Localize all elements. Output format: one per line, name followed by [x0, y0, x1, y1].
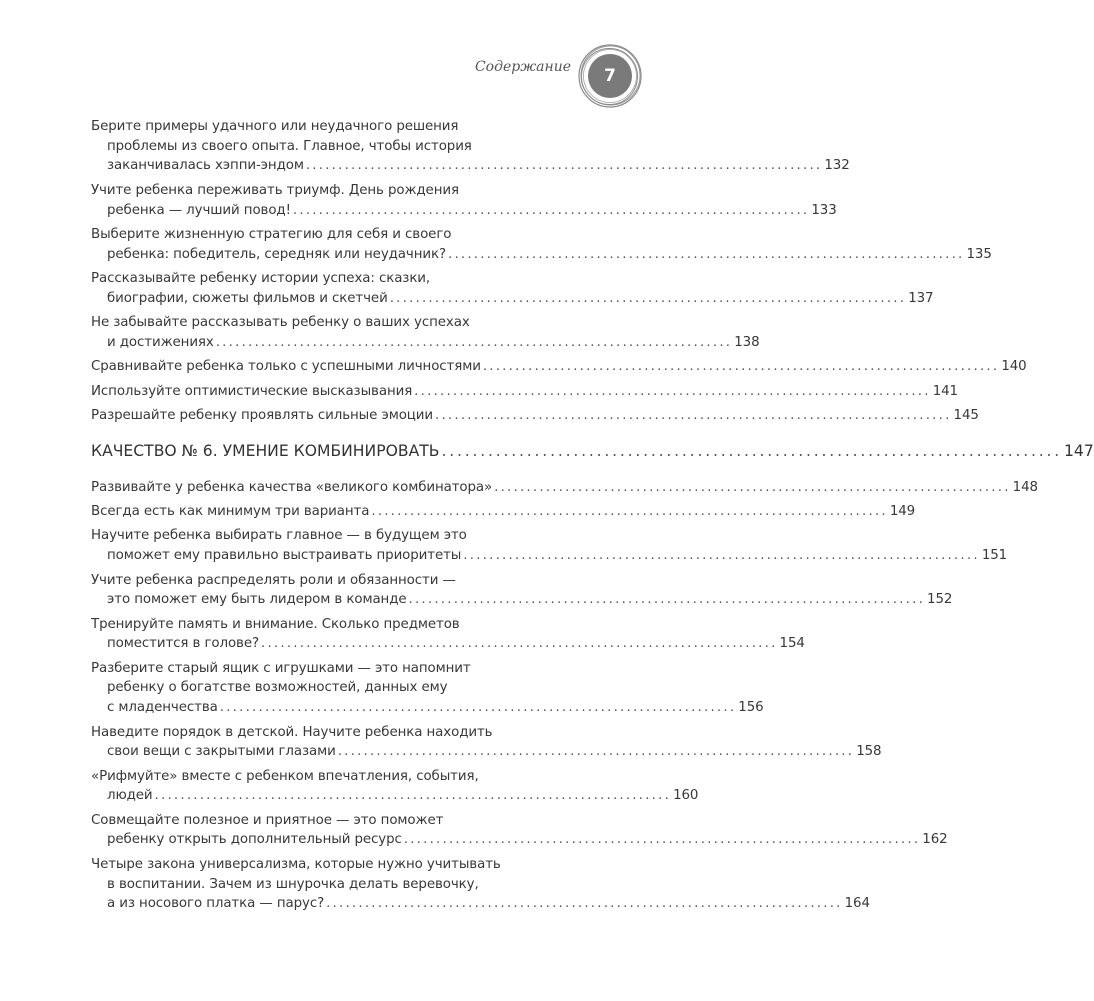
toc-entry: [91, 313, 760, 352]
toc-entry-final-line: [91, 502, 916, 522]
toc-entry-final-line: [91, 634, 805, 654]
toc-entry-page: 151: [981, 548, 1008, 564]
dot-leader: ................................................................................: [463, 548, 980, 564]
dot-leader: ................................................................................: [215, 334, 733, 350]
toc-entry-line: ребенка: победитель, середняк или неудачник?: [107, 246, 446, 262]
toc-entry-line: Учите ребенка переживать триумф. День рождения: [91, 182, 459, 198]
toc-entry-page: 141: [932, 383, 958, 399]
toc-entry: [91, 615, 805, 654]
toc-entry-line: Берите примеры удачного или неудачного решения: [91, 119, 459, 134]
section-page: 147: [1064, 441, 1094, 460]
toc-entry-final-line: [91, 786, 699, 806]
toc-entry-line: «Рифмуйте» вместе с ребенком впечатления, события,: [91, 768, 479, 784]
toc-entry-line: Выберите жизненную стратегию для себя и своего: [91, 226, 452, 242]
dot-leader: ................................................................................: [337, 744, 855, 760]
toc-entry-final-line: [91, 894, 870, 914]
toc-entry-page: 164: [844, 896, 870, 912]
toc-entry-line: Научите ребенка выбирать главное — в будущем это: [91, 528, 467, 544]
toc-entry: [91, 181, 837, 220]
toc-entry-line: Разрешайте ребенку проявлять сильные эмоции: [91, 407, 434, 423]
toc-entry-line: Всегда есть как минимум три варианта: [91, 504, 370, 520]
toc-entry-line: ребенку о богатстве возможностей, данных ему: [107, 680, 448, 696]
toc-entry-line: биографии, сюжеты фильмов и скетчей: [107, 290, 388, 306]
toc-entry-final-line: [91, 830, 948, 850]
toc-entry: [91, 811, 948, 850]
toc-entry-line: а из носового платка — парус?: [107, 896, 325, 912]
dot-leader: ................................................................................: [494, 479, 1011, 495]
toc-entry-final-line: [91, 333, 760, 353]
page-number: 7: [604, 66, 616, 86]
toc-entry: [91, 269, 934, 308]
toc-entry-page: 148: [1012, 479, 1038, 495]
toc-entry-line: Совмещайте полезное и приятное — это поможет: [91, 812, 444, 828]
toc-entry-final-line: [91, 245, 992, 265]
toc-entry-line: ребенка — лучший повод!: [107, 202, 291, 218]
running-header: [0, 40, 683, 110]
toc-entry-line: Сравнивайте ребенка только с успешными личностями: [91, 359, 481, 375]
toc-entry-page: 140: [1001, 359, 1027, 375]
toc-entry-page: 149: [889, 504, 916, 520]
toc-entry-line: заканчивалась хэппи-эндом: [107, 158, 304, 174]
toc-entry-final-line: [91, 156, 850, 176]
section-title: КАЧЕСТВО № 6. УМЕНИЕ КОМБИНИРОВАТЬ: [91, 441, 440, 460]
toc-entry-line: Не забывайте рассказывать ребенку о ваших успехах: [91, 315, 470, 331]
toc-entry-final-line: [91, 742, 882, 762]
toc-entry: [91, 502, 916, 522]
toc-entry: [91, 659, 764, 718]
toc-entry: [91, 526, 1008, 565]
toc-entry-line: Развивайте у ребенка качества «великого комбинатора»: [91, 479, 493, 495]
toc-entry-line: Четыре закона универсализма, которые нужно учитывать: [91, 856, 501, 872]
dot-leader: ................................................................................: [441, 441, 1063, 460]
dot-leader: ................................................................................: [292, 202, 810, 218]
dot-leader: ................................................................................: [154, 788, 672, 804]
toc-entry-line: проблемы из своего опыта. Главное, чтобы история: [107, 138, 472, 154]
toc-entry-page: 156: [738, 700, 764, 716]
toc-entry: [91, 855, 870, 914]
toc-entry-page: 160: [673, 788, 699, 804]
toc-entry-line: Тренируйте память и внимание. Сколько предметов: [91, 616, 460, 632]
toc-entry: [91, 723, 882, 762]
toc-entry: [91, 478, 1038, 498]
toc-entry-line: Рассказывайте ребенку истории успеха: сказки,: [91, 270, 431, 286]
toc-entry-line: с младенчества: [107, 700, 218, 716]
toc-entry-page: 135: [966, 246, 992, 262]
toc-group-b: [91, 478, 1038, 914]
toc-entry-final-line: [91, 546, 1008, 566]
toc-entry-line: Разберите старый ящик с игрушками — это напомнит: [91, 660, 471, 676]
toc-entry-final-line: [91, 201, 837, 221]
toc-entry-line: Наведите порядок в детской. Научите ребенка находить: [91, 724, 493, 740]
toc-entry: [91, 382, 958, 402]
toc-group-a: [91, 117, 1027, 426]
dot-leader: ................................................................................: [403, 832, 921, 848]
toc-entry-final-line: [91, 382, 958, 402]
toc-entry-line: поможет ему правильно выстраивать приоритеты: [107, 548, 462, 564]
toc-entry-final-line: [91, 289, 934, 309]
dot-leader: ................................................................................: [447, 246, 965, 262]
toc-entry-page: 145: [953, 407, 979, 423]
toc-entry-page: 152: [927, 592, 953, 608]
toc-entry-final-line: [91, 698, 764, 718]
toc-entry-line: Используйте оптимистические высказывания: [91, 383, 413, 399]
toc-entry-page: 133: [811, 202, 837, 218]
toc-entry-page: 158: [856, 744, 882, 760]
page-number-badge: [577, 43, 643, 109]
dot-leader: ................................................................................: [414, 383, 931, 399]
dot-leader: ................................................................................: [219, 700, 737, 716]
dot-leader: ................................................................................: [326, 896, 843, 912]
dot-leader: ................................................................................: [371, 504, 888, 520]
toc-entry-page: 132: [824, 158, 850, 174]
toc-entry-page: 162: [922, 832, 948, 848]
toc-entry-line: поместится в голове?: [107, 636, 259, 652]
dot-leader: ................................................................................: [261, 636, 778, 652]
toc-entry: [91, 117, 850, 176]
toc-entry-line: ребенку открыть дополнительный ресурс: [107, 832, 402, 848]
dot-leader: ................................................................................: [435, 407, 952, 423]
toc-entry-line: людей: [107, 788, 153, 804]
toc-entry-line: свои вещи с закрытыми глазами: [107, 744, 336, 760]
toc-entry-line: в воспитании. Зачем из шнурочка делать веревочку,: [107, 876, 479, 892]
header-title: Содержание: [474, 59, 571, 75]
toc-entry: [91, 571, 953, 610]
dot-leader: ................................................................................: [305, 158, 823, 174]
toc-entry: [91, 406, 979, 426]
toc-entry-line: Учите ребенка распределять роли и обязанности —: [91, 572, 456, 588]
toc-entry: [91, 357, 1027, 377]
table-of-contents: [91, 117, 1094, 919]
toc-entry: [91, 767, 699, 806]
dot-leader: ................................................................................: [389, 290, 907, 306]
toc-entry-final-line: [91, 478, 1038, 498]
toc-entry-page: 137: [908, 290, 934, 306]
toc-entry-line: это поможет ему быть лидером в команде: [107, 592, 407, 608]
toc-entry-final-line: [91, 590, 953, 610]
toc-entry-final-line: [91, 406, 979, 426]
section-heading: [91, 440, 1094, 462]
toc-entry: [91, 225, 992, 264]
toc-entry-page: 154: [779, 636, 805, 652]
toc-entry-final-line: [91, 357, 1027, 377]
dot-leader: ................................................................................: [482, 359, 1000, 375]
dot-leader: ................................................................................: [408, 592, 926, 608]
toc-entry-page: 138: [734, 334, 760, 350]
toc-entry-line: и достижениях: [107, 334, 214, 350]
